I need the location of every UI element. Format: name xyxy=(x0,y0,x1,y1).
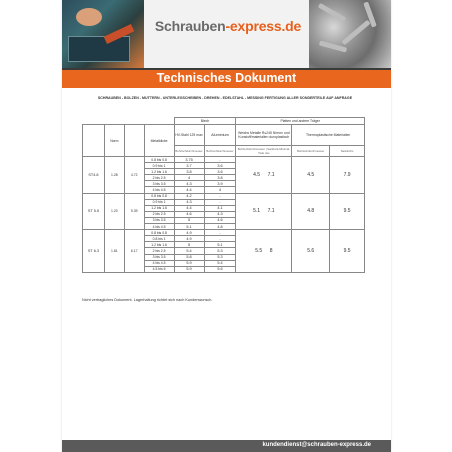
alu-cell: 5.4 xyxy=(204,260,236,266)
thickness-cell: 1.2 bis 1.6 xyxy=(144,205,174,211)
alu-cell: 4 xyxy=(204,187,236,193)
alu-cell: - xyxy=(204,230,236,236)
title-bar xyxy=(62,68,391,88)
customer-service-email[interactable]: kundendienst@schrauben-express.de xyxy=(262,442,371,448)
brand-logo: Schrauben-express.de xyxy=(154,18,302,34)
thickness-cell: 3 bis 3.5 xyxy=(144,254,174,260)
thickness-cell: 2 bis 2.5 xyxy=(144,211,174,217)
thickness-cell: 2 bis 2.5 xyxy=(144,175,174,181)
thickness-cell: 1.2 bis 1.6 xyxy=(144,242,174,248)
thermo-value: 4.5 xyxy=(292,157,330,194)
depth-value: 7.9 xyxy=(330,157,365,194)
hv-cell: 4.6 xyxy=(174,211,204,217)
hv-cell: 3.75 xyxy=(174,157,204,163)
hv-cell: 4.9 xyxy=(174,236,204,242)
thickness-cell: 0.8 bis 0.8 xyxy=(144,193,174,199)
alu-cell: 5.3 xyxy=(204,254,236,260)
subtitle: SCHRAUBEN - BOLZEN - MUTTERN - UNTERLEGSCHEIBEN - DREHEN - EDELSTAHL - MESSING FERTIGUNG ALLER SONDERTEILE AUF ANFRAGE xyxy=(97,96,353,100)
document-page xyxy=(62,0,391,452)
alu-cell: 4.1 xyxy=(204,205,236,211)
alu-cell: 5.6 xyxy=(204,266,236,272)
hv-cell: 5 xyxy=(174,242,204,248)
norm-value: 1.81 xyxy=(104,230,124,273)
thickness-cell: 0.8 bis 0.8 xyxy=(144,230,174,236)
col-header-thermo: Thermoplastische Materialien xyxy=(292,125,365,146)
col-header-norm: Norm xyxy=(104,125,124,157)
col-header-alu: Aluminium xyxy=(204,125,236,146)
col-header-hv: HV-Stahl 125 max xyxy=(174,125,204,146)
soft-depth-value: 7.1 xyxy=(267,171,275,178)
soft-material-cell xyxy=(236,230,292,273)
thickness-cell: 0.8 bis 1 xyxy=(144,236,174,242)
sub-header-alu: Bohrlochdurchmesser xyxy=(204,146,236,157)
hv-cell: 5.4 xyxy=(174,248,204,254)
screw-size: ST 5.5 xyxy=(83,193,105,230)
soft-depth-value: 7.1 xyxy=(267,208,275,215)
c-value: 5.39 xyxy=(124,193,144,230)
thickness-cell: 3 bis 3.5 xyxy=(144,217,174,223)
thickness-cell: 3 bis 3.5 xyxy=(144,181,174,187)
group-header-platten: Platten und andere Träger xyxy=(236,118,365,125)
header-banner xyxy=(62,0,391,68)
col-header-soft: Weichs Metalle R≤245 N/mm² und Kunstoff/materialien duroplastisch xyxy=(236,125,292,146)
sub-header-thermo: Bohrlochdurchmesser xyxy=(292,146,330,157)
thickness-cell: 0.9 bis 1 xyxy=(144,199,174,205)
norm-value: 1.28 xyxy=(104,157,124,194)
thickness-cell: 4 bis 4.5 xyxy=(144,260,174,266)
hv-cell: 5 xyxy=(174,217,204,223)
hv-cell: 5.9 xyxy=(174,260,204,266)
hv-cell: 3.7 xyxy=(174,163,204,169)
thermo-value: 4.8 xyxy=(292,193,330,230)
alu-cell: 3.6 xyxy=(204,163,236,169)
hv-cell: 5.9 xyxy=(174,266,204,272)
alu-cell: - xyxy=(204,236,236,242)
hv-cell: 4.3 xyxy=(174,199,204,205)
hv-cell: 4.4 xyxy=(174,187,204,193)
col-header-c xyxy=(124,125,144,157)
depth-value: 9.5 xyxy=(330,193,365,230)
sub-header-soft: Bohrlochdurchmesser | Sacklock-Minimal-Tiefe des xyxy=(237,147,290,155)
screw-size: ST 6.3 xyxy=(83,230,105,273)
alu-cell: 5.1 xyxy=(204,242,236,248)
soft-hole-value: 5.5 xyxy=(255,247,263,254)
alu-cell: 4.3 xyxy=(204,211,236,217)
soft-depth-value: 8 xyxy=(269,247,273,254)
thickness-cell: 4 bis 4.5 xyxy=(144,224,174,230)
document-title: Technisches Dokument xyxy=(156,71,297,85)
c-value: 6.17 xyxy=(124,230,144,273)
soft-material-cell xyxy=(236,193,292,230)
thickness-cell: 2 bis 2.5 xyxy=(144,248,174,254)
alu-cell: 4.8 xyxy=(204,224,236,230)
screws-photo xyxy=(309,0,391,68)
depth-value: 9.5 xyxy=(330,230,365,273)
norm-value: 1.20 xyxy=(104,193,124,230)
spec-table xyxy=(82,117,365,273)
thermo-value: 5.6 xyxy=(292,230,330,273)
soft-hole-value: 4.5 xyxy=(253,171,261,178)
hv-cell: 4.2 xyxy=(174,193,204,199)
alu-cell: 3.9 xyxy=(204,181,236,187)
screw-size: ST4.8 xyxy=(83,157,105,194)
hv-cell: 4 xyxy=(174,175,204,181)
hv-cell: 5.1 xyxy=(174,224,204,230)
workshop-photo xyxy=(62,0,144,68)
thickness-cell: 4.5 bis 6 xyxy=(144,266,174,272)
hv-cell: 4.9 xyxy=(174,230,204,236)
thickness-cell: 1.2 bis 1.6 xyxy=(144,169,174,175)
alu-cell: 3.6 xyxy=(204,169,236,175)
sub-header-depth: Sacklochs xyxy=(330,146,365,157)
alu-cell: - xyxy=(204,157,236,163)
disclaimer-note: Nicht vertragliches Dokument. Lagerhaltung richtet sich nach Kundenwunsch. xyxy=(82,298,213,302)
col-header-size xyxy=(83,125,105,157)
thickness-cell: 4 bis 4.5 xyxy=(144,187,174,193)
soft-material-cell xyxy=(236,157,292,194)
hv-cell: 5.8 xyxy=(174,254,204,260)
alu-cell: 3.8 xyxy=(204,175,236,181)
c-value: 4.72 xyxy=(124,157,144,194)
alu-cell: 4.6 xyxy=(204,217,236,223)
col-header-thickness: Metalldicke xyxy=(144,125,174,157)
thickness-cell: 0.8 bis 0.8 xyxy=(144,157,174,163)
group-header-blech: Blech xyxy=(174,118,236,125)
hv-cell: 4.3 xyxy=(174,181,204,187)
thickness-cell: 0.9 bis 1 xyxy=(144,163,174,169)
sub-header-hv: Bohrlochdurchmesser xyxy=(174,146,204,157)
alu-cell: - xyxy=(204,193,236,199)
alu-cell: 5.3 xyxy=(204,248,236,254)
hv-cell: 3.8 xyxy=(174,169,204,175)
alu-cell: - xyxy=(204,199,236,205)
hv-cell: 4.4 xyxy=(174,205,204,211)
soft-hole-value: 5.1 xyxy=(253,208,261,215)
footer-bar xyxy=(62,440,391,452)
